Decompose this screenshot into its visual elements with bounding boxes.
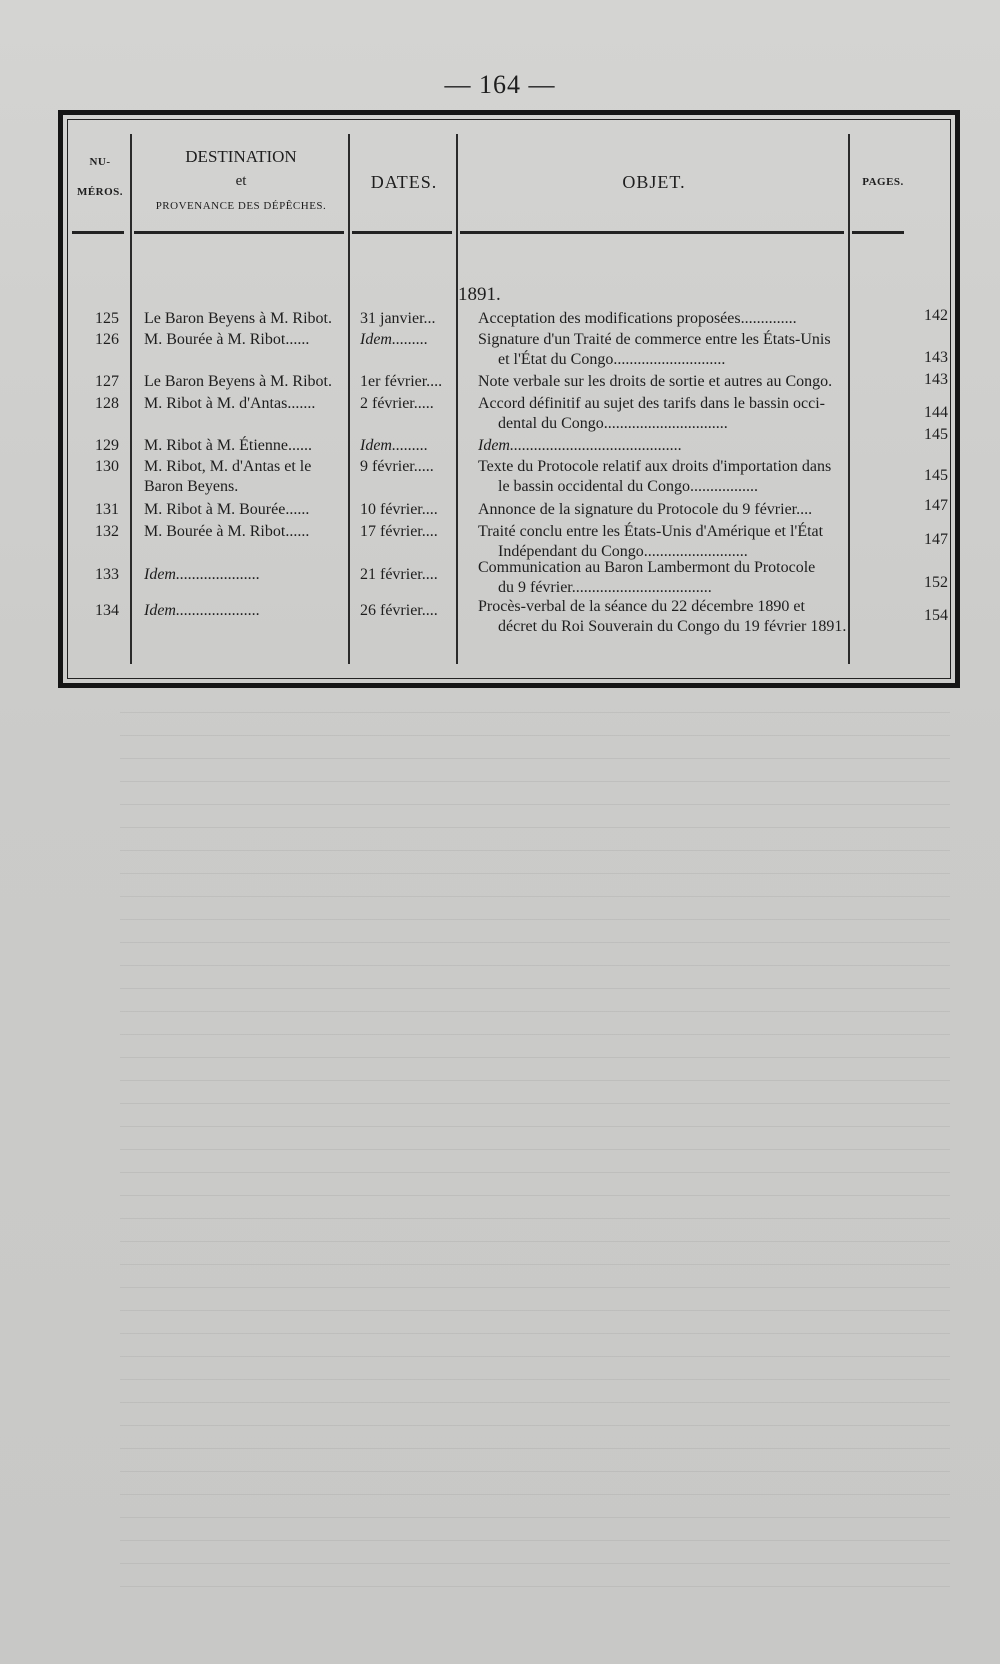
row-destination: Idem.....................	[144, 566, 260, 583]
row-object-line: Indépendant du Congo..........................	[498, 543, 748, 560]
row-object-line: dental du Congo...............................	[498, 415, 728, 432]
row-object	[478, 558, 890, 598]
row-page: 145	[924, 467, 948, 484]
row-date: 1er février....	[360, 373, 443, 390]
row-date: Idem.........	[360, 331, 428, 348]
header-provenance: PROVENANCE DES DÉPÊCHES.	[155, 200, 327, 212]
row-destination: Le Baron Beyens à M. Ribot.	[144, 310, 332, 327]
header-pages: PAGES.	[862, 176, 904, 188]
row-date: 9 février.....	[360, 458, 434, 475]
header-dates: DATES.	[370, 172, 438, 192]
row-object	[478, 394, 890, 434]
bleed-through-background	[120, 690, 950, 1590]
row-page: 143	[924, 349, 948, 366]
header-numeros-2: MÉROS.	[76, 186, 124, 198]
row-object-line: Texte du Protocole relatif aux droits d'importation dans	[478, 458, 832, 475]
row-number: 132	[95, 523, 119, 540]
header-rule	[352, 231, 452, 234]
row-page: 142	[924, 307, 948, 324]
row-object-line: Traité conclu entre les États-Unis d'Amérique et l'État	[478, 523, 824, 540]
row-number: 133	[95, 566, 119, 583]
row-destination: M. Ribot à M. Étienne......	[144, 437, 312, 454]
row-page: 144	[924, 404, 948, 421]
row-object	[478, 522, 890, 562]
row-object-line: Communication au Baron Lambermont du Protocole	[478, 559, 816, 576]
row-object-line: Signature d'un Traité de commerce entre les États-Unis	[478, 331, 831, 348]
row-page: 145	[924, 426, 948, 443]
row-object-line: Idem...........................................	[478, 437, 682, 454]
row-object	[478, 372, 890, 392]
row-page: 154	[924, 607, 948, 624]
header-objet: OBJET.	[622, 172, 686, 192]
header-numeros-1: NU-	[89, 156, 111, 168]
row-date: 10 février....	[360, 501, 438, 518]
row-destination: Idem.....................	[144, 602, 260, 619]
row-destination: Le Baron Beyens à M. Ribot.	[144, 373, 332, 390]
year-label: 1891.	[458, 284, 501, 305]
row-date: 17 février....	[360, 523, 438, 540]
row-date: 31 janvier...	[360, 310, 436, 327]
index-table	[58, 110, 960, 688]
row-object	[478, 436, 890, 456]
row-object-line: Acceptation des modifications proposées..............	[478, 310, 797, 327]
row-object	[478, 500, 890, 520]
row-destination: M. Bourée à M. Ribot......	[144, 523, 310, 540]
row-object-line: décret du Roi Souverain du Congo du 19 février 1891.	[498, 618, 847, 635]
header-rule	[852, 231, 904, 234]
row-object-line: du 9 février...................................	[498, 579, 712, 596]
row-object-line: et l'État du Congo............................	[498, 351, 726, 368]
row-page: 147	[924, 497, 948, 514]
header-et: et	[235, 173, 247, 189]
header-rule	[72, 231, 124, 234]
row-number: 130	[95, 458, 119, 475]
row-destination: M. Ribot, M. d'Antas et le Baron Beyens.	[144, 458, 312, 495]
row-object	[478, 597, 890, 637]
row-page: 152	[924, 574, 948, 591]
row-date: 2 février.....	[360, 395, 434, 412]
table-inner-border	[67, 119, 951, 679]
row-object	[478, 457, 890, 497]
row-object-line: Accord définitif au sujet des tarifs dans le bassin occi-	[478, 395, 825, 412]
row-number: 127	[95, 373, 119, 390]
row-destination: M. Ribot à M. Bourée......	[144, 501, 310, 518]
row-number: 125	[95, 310, 119, 327]
row-object-line: Annonce de la signature du Protocole du 9 février....	[478, 501, 813, 518]
header-rule	[460, 231, 844, 234]
row-date: 26 février....	[360, 602, 438, 619]
row-object	[478, 309, 890, 329]
row-object-line: Note verbale sur les droits de sortie et autres au Congo.	[478, 373, 833, 390]
row-number: 129	[95, 437, 119, 454]
row-destination: M. Bourée à M. Ribot......	[144, 331, 310, 348]
row-object-line: le bassin occidental du Congo.................	[498, 478, 758, 495]
header-destination: DESTINATION	[185, 147, 297, 166]
row-number: 134	[95, 602, 119, 619]
row-date: Idem.........	[360, 437, 428, 454]
row-number: 128	[95, 395, 119, 412]
row-number: 131	[95, 501, 119, 518]
header-rule	[134, 231, 344, 234]
page-number: — 164 —	[444, 70, 556, 99]
row-number: 126	[95, 331, 119, 348]
row-page: 143	[924, 371, 948, 388]
row-date: 21 février....	[360, 566, 438, 583]
row-object-line: Procès-verbal de la séance du 22 décembre 1890 et	[478, 598, 805, 615]
row-destination: M. Ribot à M. d'Antas.......	[144, 395, 316, 412]
row-page: 147	[924, 531, 948, 548]
row-object	[478, 330, 890, 370]
